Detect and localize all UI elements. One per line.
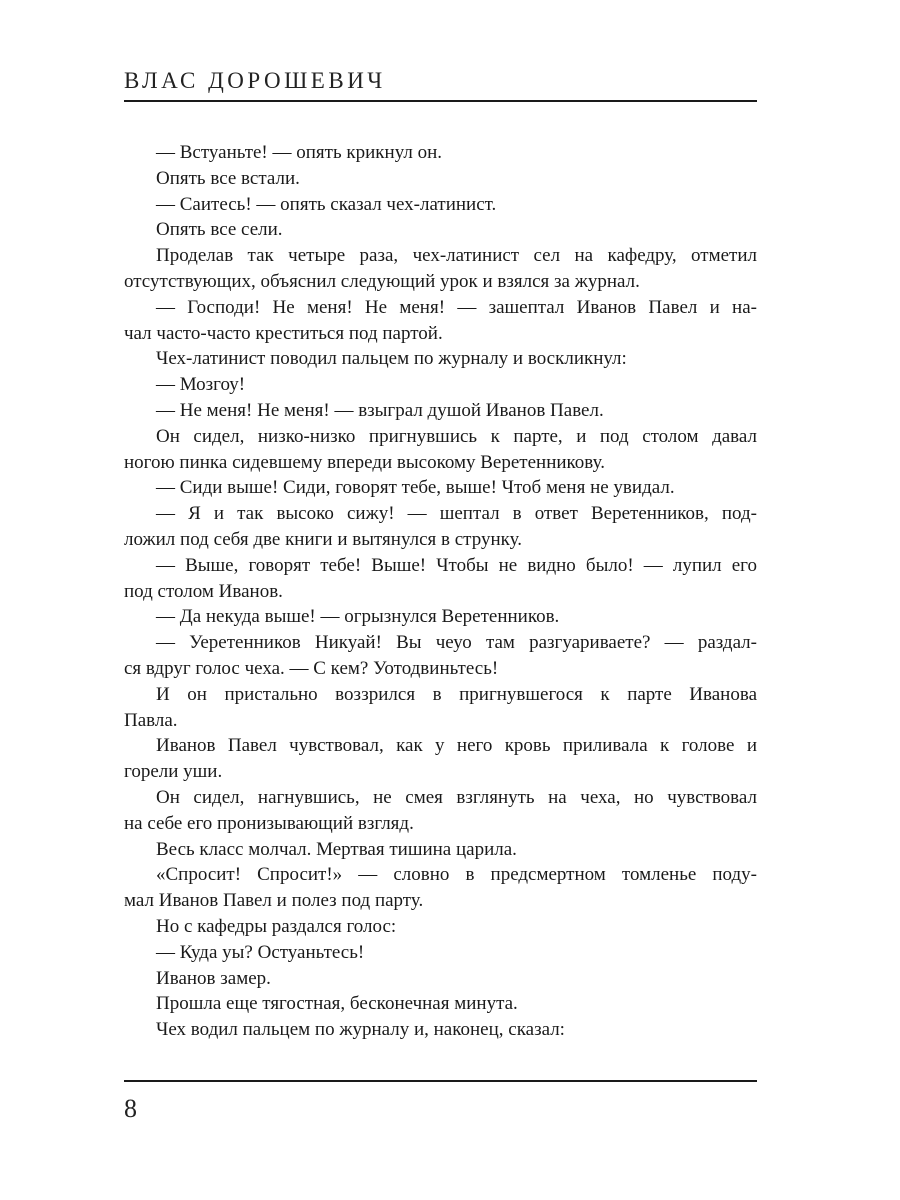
text-line: — Мозгоу! <box>156 374 246 396</box>
page-body-text <box>124 140 757 1043</box>
text-line: — Господи! Не меня! Не меня! — зашептал Иванов Павел и на- <box>156 296 757 318</box>
text-line: чал часто-часто креститься под партой. <box>124 322 443 344</box>
text-line: на себе его пронизывающий взгляд. <box>124 812 414 834</box>
header-rule <box>124 100 757 102</box>
text-line: мал Иванов Павел и полез под парту. <box>124 890 424 912</box>
text-line: Но с кафедры раздался голос: <box>156 915 397 937</box>
text-line: Проделав так четыре раза, чех-латинист сел на кафедру, отметил <box>156 245 757 267</box>
text-line: Иванов Павел чувствовал, как у него кровь приливала к голове и <box>156 735 757 757</box>
text-line: — Саитесь! — опять сказал чех-латинист. <box>156 193 497 215</box>
text-line: — Сиди выше! Сиди, говорят тебе, выше! Чтоб меня не увидал. <box>156 477 675 499</box>
text-line: ложил под себя две книги и вытянулся в струнку. <box>124 528 522 550</box>
text-line: — Я и так высоко сижу! — шептал в ответ Веретенников, под- <box>156 503 757 525</box>
text-line: ногою пинка сидевшему впереди высокому Веретенникову. <box>124 451 605 473</box>
text-line: Весь класс молчал. Мертвая тишина царила. <box>156 838 517 860</box>
page-number: 8 <box>124 1094 137 1123</box>
text-line: — Уеретенников Никуай! Вы чеуо там разгуариваете? — раздал- <box>156 632 757 654</box>
text-line: — Не меня! Не меня! — взыграл душой Иванов Павел. <box>156 399 604 421</box>
text-line: Опять все встали. <box>156 167 300 189</box>
text-line: отсутствующих, объяснил следующий урок и взялся за журнал. <box>124 270 640 292</box>
text-line: Он сидел, низко-низко пригнувшись к парте, и под столом давал <box>156 425 757 447</box>
text-line: Иванов замер. <box>156 967 271 989</box>
text-line: «Спросит! Спросит!» — словно в предсмертном томленье поду- <box>156 864 757 886</box>
text-line: Чех водил пальцем по журналу и, наконец, сказал: <box>156 1019 565 1041</box>
text-line: Опять все сели. <box>156 219 283 241</box>
footer-rule <box>124 1080 757 1082</box>
text-line: горели уши. <box>124 761 223 783</box>
text-line: Чех-латинист поводил пальцем по журналу и воскликнул: <box>156 348 627 370</box>
text-line: Прошла еще тягостная, бесконечная минута. <box>156 993 518 1015</box>
running-head-author: ВЛАС ДОРОШЕВИЧ <box>124 68 386 93</box>
text-line: — Выше, говорят тебе! Выше! Чтобы не видно было! — лупил его <box>156 554 757 576</box>
text-line: под столом Иванов. <box>124 580 283 602</box>
text-line: И он пристально воззрился в пригнувшегося к парте Иванова <box>156 683 757 705</box>
text-line: — Куда уы? Остуаньтесь! <box>156 941 365 963</box>
text-line: — Встуаньте! — опять крикнул он. <box>156 142 443 163</box>
text-line: ся вдруг голос чеха. — С кем? Уотодвиньтесь! <box>124 657 499 679</box>
text-line: — Да некуда выше! — огрызнулся Веретенников. <box>156 606 560 628</box>
text-line: Он сидел, нагнувшись, не смея взглянуть на чеха, но чувствовал <box>156 786 757 808</box>
text-line: Павла. <box>124 709 178 731</box>
